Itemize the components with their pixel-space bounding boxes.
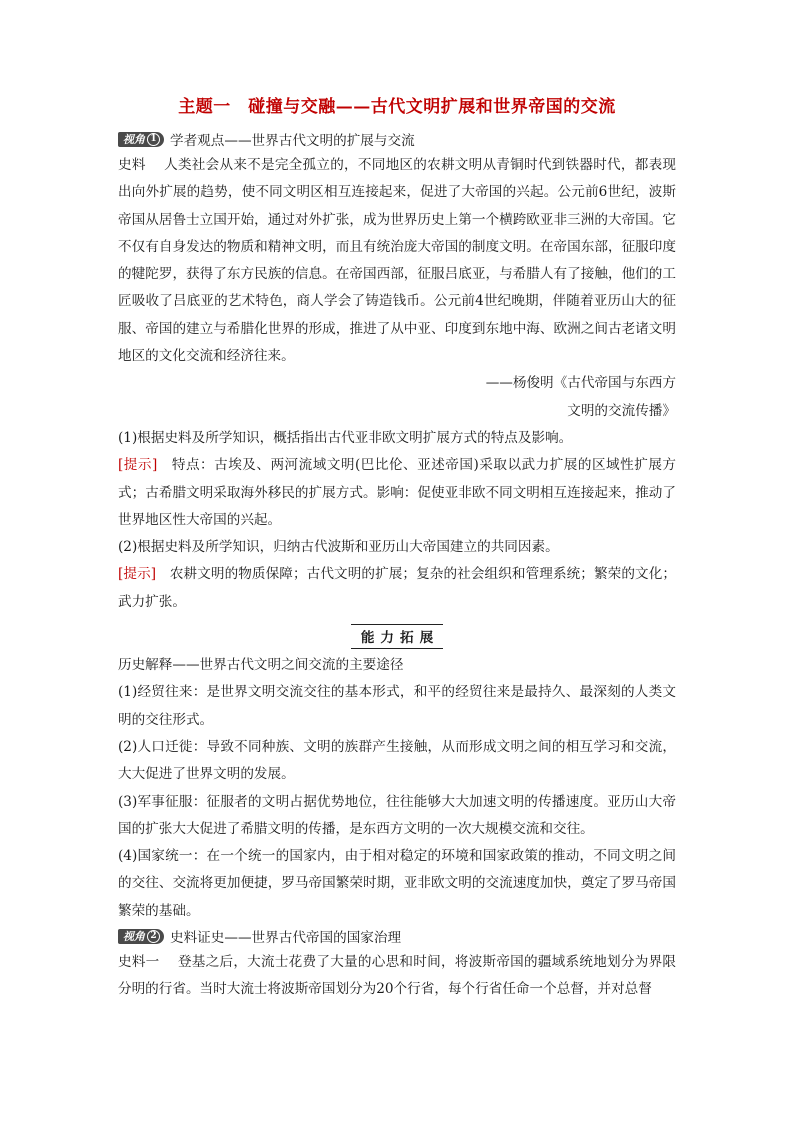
explain-heading: 历史解释——世界古代文明之间交流的主要途径 xyxy=(118,657,404,674)
question-2-hint xyxy=(118,561,676,616)
hint-label: [提示] xyxy=(118,457,158,474)
source-2-label: 史料一 xyxy=(118,954,160,971)
section-heading-box xyxy=(118,624,676,646)
source-1-citation-line-1: ——杨俊明《古代帝国与东西方 xyxy=(485,375,676,392)
angle-1-heading: 学者观点——世界古代文明的扩展与交流 xyxy=(170,133,415,149)
source-2-paragraph xyxy=(118,949,676,1004)
angle-badge-label: 视角 xyxy=(123,930,145,944)
explain-item: (1)经贸往来：是世界文明交流交往的基本形式，和平的经贸往来是最持久、最深刻的人类文明的交往形式。 xyxy=(118,684,676,728)
question-2: (2)根据史料及所学知识，归纳古代波斯和亚历山大帝国建立的共同因素。 xyxy=(118,539,559,556)
source-1-label: 史料 xyxy=(118,157,146,173)
hint-text: 农耕文明的物质保障；古代文明的扩展；复杂的社会组织和管理系统；繁荣的文化；武力扩张。 xyxy=(118,566,676,610)
angle-2-header xyxy=(118,925,676,947)
source-1-paragraph xyxy=(118,152,676,370)
angle-badge-number: 1 xyxy=(147,133,160,146)
source-1-citation-line-2: 文明的交流传播》 xyxy=(567,402,676,419)
angle-badge xyxy=(118,132,164,147)
angle-badge xyxy=(118,929,164,944)
section-heading: 能力拓展 xyxy=(351,624,443,649)
explain-item: (2)人口迁徙：导致不同种族、文明的族群产生接触，从而形成文明之间的相互学习和交流，大大促进了世界文明的发展。 xyxy=(118,738,676,783)
explain-item: (4)国家统一：在一个统一的国家内，由于相对稳定的环境和国家政策的推动，不同文明之间的交往、交流将更加便捷，罗马帝国繁荣时期，亚非欧文明的交流速度加快，奠定了罗马帝国繁荣的基础。 xyxy=(118,848,676,919)
explain-item: (3)军事征服：征服者的文明占据优势地位，往往能够大大加速文明的传播速度。亚历山大帝国的扩张大大促进了希腊文明的传播，是东西方文明的一次大规模交流和交往。 xyxy=(118,793,676,837)
document-page xyxy=(118,96,676,1004)
question-1-hint xyxy=(118,452,676,534)
angle-2-heading: 史料证史——世界古代帝国的国家治理 xyxy=(170,930,402,947)
hint-label: [提示] xyxy=(118,566,157,583)
angle-badge-label: 视角 xyxy=(123,133,145,146)
source-1-text: 人类社会从来不是完全孤立的，不同地区的农耕文明从青铜时代到铁器时代，都表现出向外扩展的趋势，使不同文明区相互连接起来，促进了大帝国的兴起。公元前6世纪，波斯帝国从居鲁士立国开始，通过对外扩张，成为世界历史上第一个横跨欧亚非三洲的大帝国。它不仅有自身发达的物质和精神文明，而且有统治庞大帝国的制度文明。在帝国东部，征服印度的犍陀罗，获得了东方民族的信息。在帝国西部，征服吕底亚，与希腊人有了接触，他们的工匠吸收了吕底亚的艺术特色，商人学会了铸造钱币。公元前4世纪晚期，伴随着亚历山大的征服、帝国的建立与希腊化世界的形成，推进了从中亚、印度到东地中海、欧洲之间古老诸文明地区的文化交流和经济往来。 xyxy=(118,157,677,365)
source-2-text: 登基之后，大流士花费了大量的心思和时间，将波斯帝国的疆域系统地划分为界限分明的行省。当时大流士将波斯帝国划分为20个行省，每个行省任命一个总督，并对总督 xyxy=(118,954,677,998)
hint-text: 特点：古埃及、两河流域文明(巴比伦、亚述帝国)采取以武力扩展的区域性扩展方式；古希腊文明采取海外移民的扩展方式。影响：促使亚非欧不同文明相互连接起来，推动了世界地区性大帝国的兴起。 xyxy=(118,457,676,528)
angle-1-header xyxy=(118,128,676,150)
angle-badge-number: 2 xyxy=(147,930,160,943)
page-title: 主题一 碰撞与交融——古代文明扩展和世界帝国的交流 xyxy=(178,97,616,117)
question-1: (1)根据史料及所学知识，概括指出古代亚非欧文明扩展方式的特点及影响。 xyxy=(118,429,573,446)
